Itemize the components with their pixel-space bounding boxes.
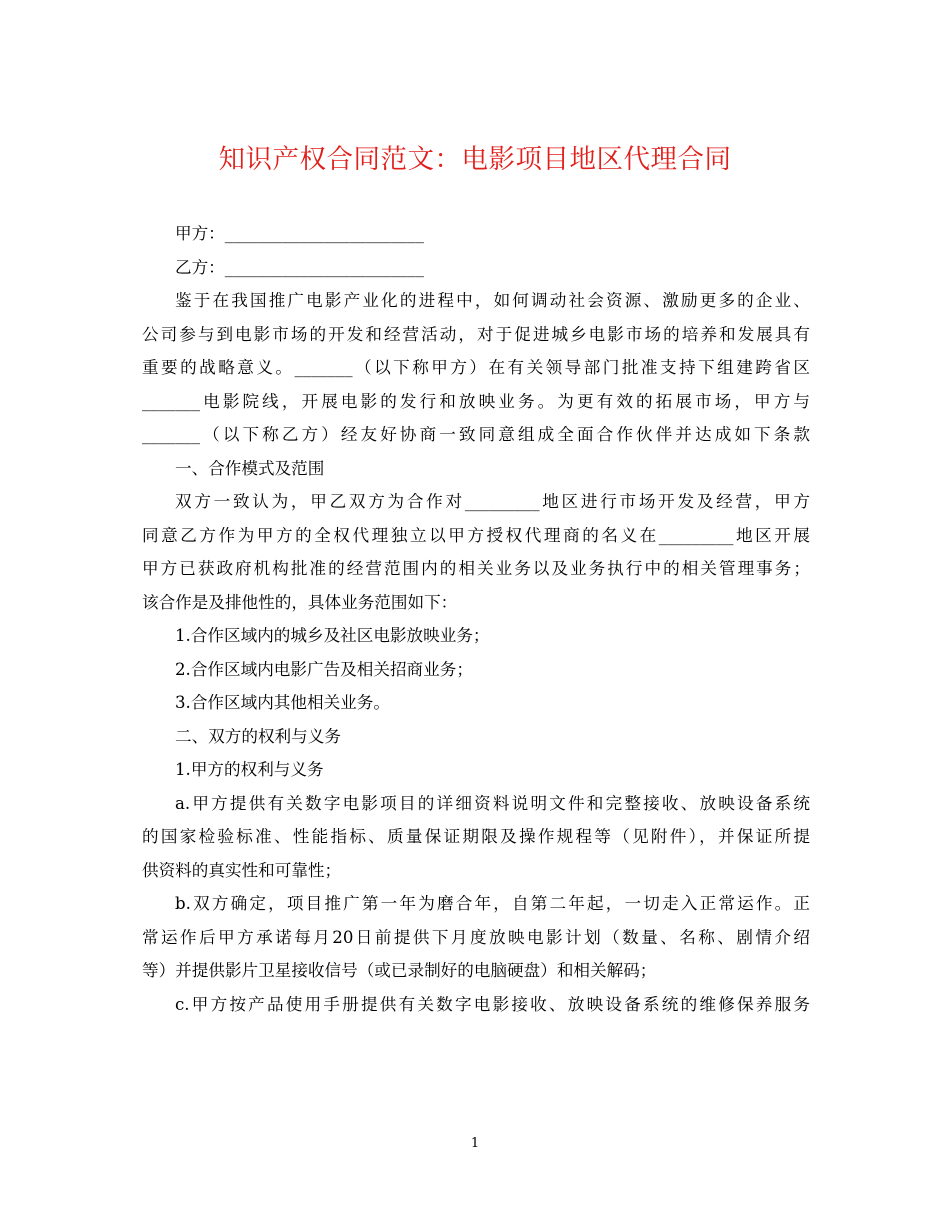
section-heading-rights: 二、双方的权利与义务 <box>175 726 341 746</box>
scope-item: 1.合作区域内的城乡及社区电影放映业务； <box>175 626 490 645</box>
party-b-line: 乙方：________________________ <box>175 257 424 277</box>
item-b-line: b.双方确定，项目推广第一年为磨合年，自第二年起，一切走入正常运作。正 <box>175 894 810 913</box>
intro-line: 公司参与到电影市场的开发和经营活动，对于促进城乡电影市场的培养和发展具有 <box>142 324 810 344</box>
document-body <box>142 217 810 1021</box>
section1-line: 双方一致认为，甲乙双方为合作对_________地区进行市场开发及经营，甲方 <box>175 492 810 511</box>
section1-line: 同意乙方作为甲方的全权代理独立以甲方授权代理商的名义在_________地区开展 <box>142 525 810 545</box>
document-title: 知识产权合同范文：电影项目地区代理合同 <box>218 144 732 175</box>
intro-line: 重要的战略意义。_______（以下称甲方）在有关领导部门批准支持下组建跨省区 <box>142 358 810 377</box>
intro-line: _______（以下称乙方）经友好协商一致同意组成全面合作伙伴并达成如下条款 <box>142 425 810 444</box>
scope-item: 3.合作区域内其他相关业务。 <box>175 693 390 712</box>
subsection-heading-party-a: 1.甲方的权利与义务 <box>175 760 324 779</box>
party-a-line: 甲方：________________________ <box>175 224 424 243</box>
section1-line: 该合作是及排他性的，具体业务范围如下： <box>142 592 458 612</box>
section1-line: 甲方已获政府机构批准的经营范围内的相关业务以及业务执行中的相关管理事务； <box>142 559 810 578</box>
intro-line: 鉴于在我国推广电影产业化的进程中，如何调动社会资源、激励更多的企业、 <box>175 291 810 310</box>
item-a-line: a.甲方提供有关数字电影项目的详细资料说明文件和完整接收、放映设备系统 <box>175 793 810 813</box>
page-number: 1 <box>470 1136 480 1151</box>
intro-line: _______电影院线，开展电影的发行和放映业务。为更有效的拓展市场，甲方与 <box>142 391 810 411</box>
item-a-line: 供资料的真实性和可靠性； <box>142 860 342 880</box>
item-c-line: c.甲方按产品使用手册提供有关数字电影接收、放映设备系统的维修保养服务 <box>175 994 810 1014</box>
item-b-line: 等）并提供影片卫星接收信号（或已录制好的电脑硬盘）和相关解码； <box>142 961 657 980</box>
item-b-line: 常运作后甲方承诺每月20日前提供下月度放映电影计划（数量、名称、剧情介绍 <box>142 927 810 947</box>
scope-item: 2.合作区域内电影广告及相关招商业务； <box>175 659 473 679</box>
section-heading-cooperation: 一、合作模式及范围 <box>175 458 325 478</box>
item-a-line: 的国家检验标准、性能指标、质量保证期限及操作规程等（见附件），并保证所提 <box>142 827 810 846</box>
